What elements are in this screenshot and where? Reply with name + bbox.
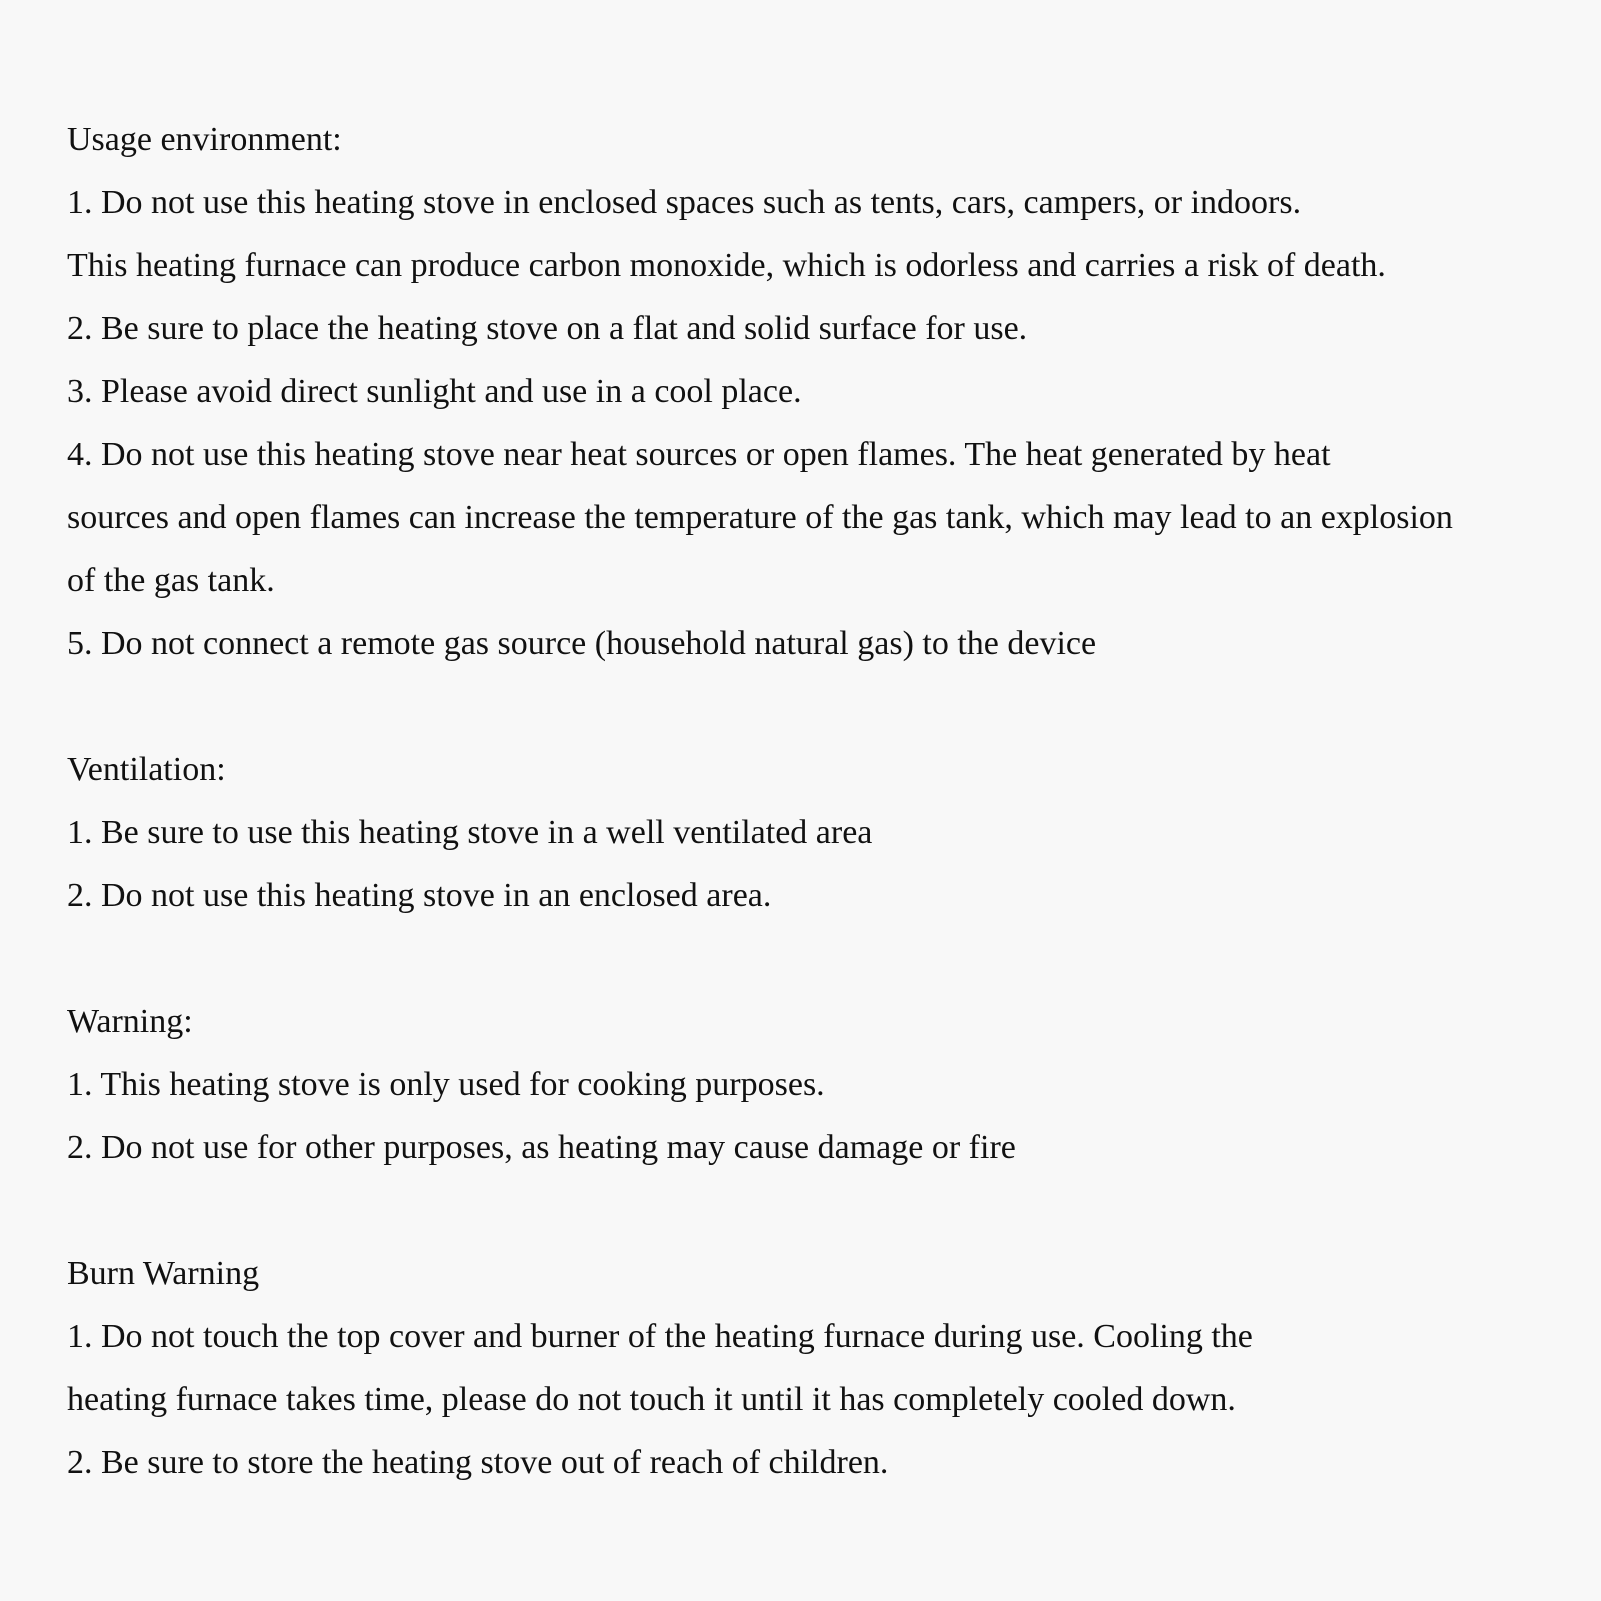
instruction-line: 4. Do not use this heating stove near heat sources or open flames. The heat generated by heat bbox=[67, 436, 1331, 473]
instruction-line: 3. Please avoid direct sunlight and use in a cool place. bbox=[67, 373, 802, 410]
instruction-line: heating furnace takes time, please do not touch it until it has completely cooled down. bbox=[67, 1381, 1236, 1418]
section-heading: Warning: bbox=[67, 1003, 193, 1040]
instruction-line: 1. Do not touch the top cover and burner of the heating furnace during use. Cooling the bbox=[67, 1318, 1253, 1355]
instruction-line: This heating furnace can produce carbon monoxide, which is odorless and carries a risk of death. bbox=[67, 247, 1386, 284]
safety-instructions-document bbox=[67, 108, 1567, 1494]
instruction-line: 2. Do not use for other purposes, as heating may cause damage or fire bbox=[67, 1129, 1016, 1166]
instruction-line: 1. Do not use this heating stove in enclosed spaces such as tents, cars, campers, or indoors. bbox=[67, 184, 1302, 221]
instruction-line: of the gas tank. bbox=[67, 562, 275, 599]
instruction-line: 2. Do not use this heating stove in an enclosed area. bbox=[67, 877, 772, 914]
section-heading: Ventilation: bbox=[67, 751, 226, 788]
section-spacer bbox=[67, 927, 1567, 990]
instruction-line: 2. Be sure to store the heating stove out of reach of children. bbox=[67, 1444, 889, 1481]
section-warning bbox=[67, 990, 1567, 1179]
instruction-line: 2. Be sure to place the heating stove on a flat and solid surface for use. bbox=[67, 310, 1028, 347]
section-usage-environment bbox=[67, 108, 1567, 675]
section-spacer bbox=[67, 1179, 1567, 1242]
instruction-line: 1. Be sure to use this heating stove in a well ventilated area bbox=[67, 814, 873, 851]
instruction-line: 1. This heating stove is only used for cooking purposes. bbox=[67, 1066, 825, 1103]
instruction-line: sources and open flames can increase the temperature of the gas tank, which may lead to an explosion bbox=[67, 499, 1453, 536]
section-spacer bbox=[67, 675, 1567, 738]
section-ventilation bbox=[67, 738, 1567, 927]
section-heading: Usage environment: bbox=[67, 121, 342, 158]
section-heading: Burn Warning bbox=[67, 1255, 260, 1292]
instruction-line: 5. Do not connect a remote gas source (household natural gas) to the device bbox=[67, 625, 1097, 662]
section-burn-warning bbox=[67, 1242, 1567, 1494]
